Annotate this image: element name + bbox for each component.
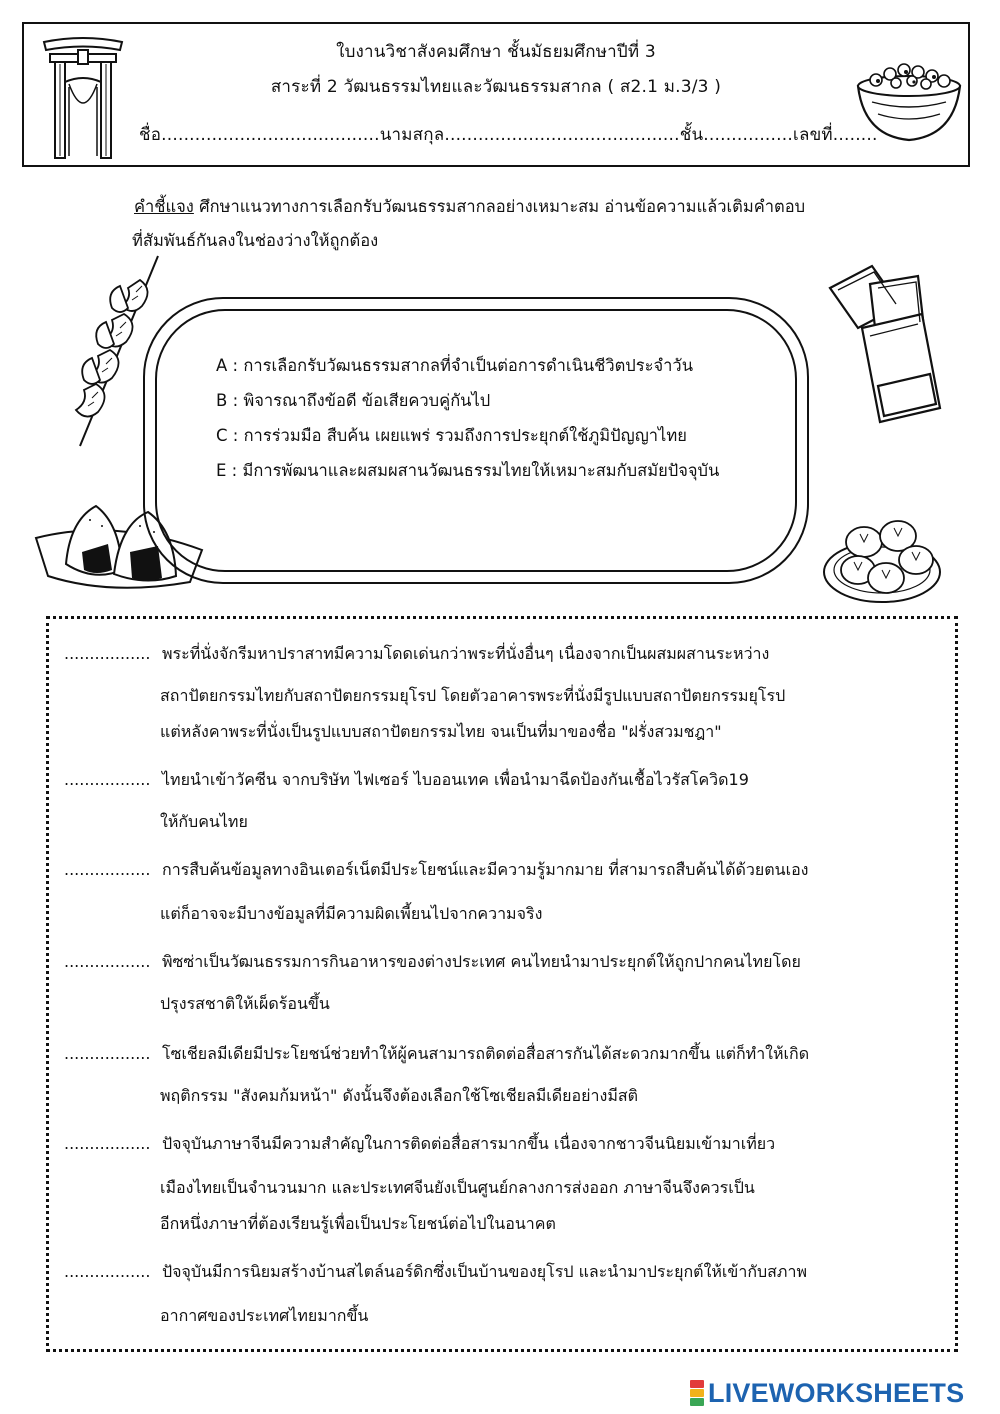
snack-pack-icon bbox=[822, 258, 946, 430]
badge-segment bbox=[690, 1398, 704, 1406]
question-item bbox=[64, 852, 809, 923]
question-text-line: พระที่นั่งจักรีมหาปราสาทมีความโดดเด่นกว่าพระที่นั่งอื่นๆ เนื่องจากเป็นผสมผสานระหว่าง bbox=[162, 644, 770, 663]
question-text-line: เมืองไทยเป็นจำนวนมาก และประเทศจีนยังเป็นศูนย์กลางการส่งออก ภาษาจีนจึงควรเป็น bbox=[160, 1178, 755, 1197]
question-text-line: ไทยนำเข้าวัคซีน จากบริษัท ไฟเซอร์ ไบออนเทค เพื่อนำมาฉีดป้องกันเชื้อไวรัสโควิด19 bbox=[162, 770, 749, 789]
answer-blank[interactable]: ................. bbox=[64, 1044, 151, 1063]
question-item bbox=[64, 1036, 810, 1105]
badge-segment bbox=[690, 1380, 704, 1388]
answer-blank[interactable]: ................. bbox=[64, 1134, 151, 1153]
option-e: E : มีการพัฒนาและผสมผสานวัฒนธรรมไทยให้เหมาะสมกับสมัยปัจจุบัน bbox=[216, 461, 720, 480]
worksheet-title: ใบงานวิชาสังคมศึกษา ชั้นมัธยมศึกษาปีที่ 3 bbox=[336, 42, 656, 62]
question-text-line: แต่หลังคาพระที่นั่งเป็นรูปแบบสถาปัตยกรรมไทย จนเป็นที่มาของชื่อ "ฝรั่งสวมชฎา" bbox=[160, 722, 722, 741]
instruction-text: ศึกษาแนวทางการเลือกรับวัฒนธรรมสากลอย่างเหมาะสม อ่านข้อความแล้วเติมคำตอบ bbox=[193, 197, 806, 216]
question-text-line: ปัจจุบันมีการนิยมสร้างบ้านสไตล์นอร์ดิกซึ่งเป็นบ้านของยุโรป และนำมาประยุกต์ให้เข้ากับสภาพ bbox=[162, 1262, 808, 1281]
option-b: B : พิจารณาถึงข้อดี ข้อเสียควบคู่กันไป bbox=[216, 391, 491, 410]
food-bowl-icon bbox=[854, 50, 964, 146]
question-text-line: อีกหนึ่งภาษาที่ต้องเรียนรู้เพื่อเป็นประโยชน์ต่อไปในอนาคต bbox=[160, 1214, 556, 1233]
answer-blank[interactable]: ................. bbox=[64, 952, 151, 971]
student-info-line: ชื่อ.......................................นามสกุล..........................................ชั้น................เลขที่........ bbox=[139, 125, 878, 145]
answer-blank[interactable]: ................. bbox=[64, 770, 151, 789]
question-text-line: ปรุงรสชาติให้เผ็ดร้อนขึ้น bbox=[160, 994, 330, 1013]
answer-blank[interactable]: ................. bbox=[64, 644, 151, 663]
answer-blank[interactable]: ................. bbox=[64, 1262, 151, 1281]
badge-segment bbox=[690, 1389, 704, 1397]
question-item bbox=[64, 1126, 776, 1233]
question-item bbox=[64, 1254, 808, 1325]
instruction bbox=[134, 190, 934, 258]
question-item bbox=[64, 762, 749, 831]
question-item bbox=[64, 636, 786, 741]
question-text-line: พิซซ่าเป็นวัฒนธรรมการกินอาหารของต่างประเทศ คนไทยนำมาประยุกต์ให้ถูกปากคนไทยโดย bbox=[162, 952, 801, 971]
option-c: C : การร่วมมือ สืบค้น เผยแพร่ รวมถึงการประยุกต์ใช้ภูมิปัญญาไทย bbox=[216, 426, 687, 445]
options-list bbox=[216, 348, 816, 488]
instruction-lead: คำชี้แจง bbox=[134, 197, 194, 216]
worksheet-subtitle: สาระที่ 2 วัฒนธรรมไทยและวัฒนธรรมสากล ( ส2.1 ม.3/3 ) bbox=[270, 77, 722, 97]
question-text-line: โซเชียลมีเดียมีประโยชน์ช่วยทำให้ผู้คนสามารถติดต่อสื่อสารกันได้สะดวกมากขึ้น แต่ก็ทำให้เกิด bbox=[162, 1044, 810, 1063]
option-a: A : การเลือกรับวัฒนธรรมสากลที่จำเป็นต่อการดำเนินชีวิตประจำวัน bbox=[216, 356, 693, 375]
answer-blank[interactable]: ................. bbox=[64, 860, 151, 879]
question-item bbox=[64, 944, 801, 1013]
liveworksheets-logo[interactable] bbox=[690, 1378, 964, 1408]
instruction-text-line2: ที่สัมพันธ์กันลงในช่องว่างให้ถูกต้อง bbox=[132, 231, 379, 250]
question-text-line: ปัจจุบันภาษาจีนมีความสำคัญในการติดต่อสื่อสารมากขึ้น เนื่องจากชาวจีนนิยมเข้ามาเที่ยว bbox=[162, 1134, 776, 1153]
question-text-line: สถาปัตยกรรมไทยกับสถาปัตยกรรมยุโรป โดยตัวอาคารพระที่นั่งมีรูปแบบสถาปัตยกรรมยุโรป bbox=[160, 686, 786, 705]
question-text-line: ให้กับคนไทย bbox=[160, 812, 248, 831]
header-box bbox=[22, 22, 970, 167]
question-text-line: พฤติกรรม "สังคมก้มหน้า" ดังนั้นจึงต้องเลือกใช้โซเชียลมีเดียอย่างมีสติ bbox=[160, 1086, 639, 1105]
liveworksheets-badge-icon bbox=[690, 1380, 704, 1406]
question-text-line: การสืบค้นข้อมูลทางอินเตอร์เน็ตมีประโยชน์และมีความรู้มากมาย ที่สามารถสืบค้นได้ด้วยตนเอง bbox=[162, 860, 809, 879]
bun-plate-icon bbox=[820, 506, 944, 608]
question-text-line: อากาศของประเทศไทยมากขึ้น bbox=[160, 1306, 369, 1325]
liveworksheets-wordmark: LIVEWORKSHEETS bbox=[708, 1377, 965, 1408]
question-text-line: แต่ก็อาจจะมีบางข้อมูลที่มีความผิดเพี้ยนไปจากความจริง bbox=[160, 904, 543, 923]
